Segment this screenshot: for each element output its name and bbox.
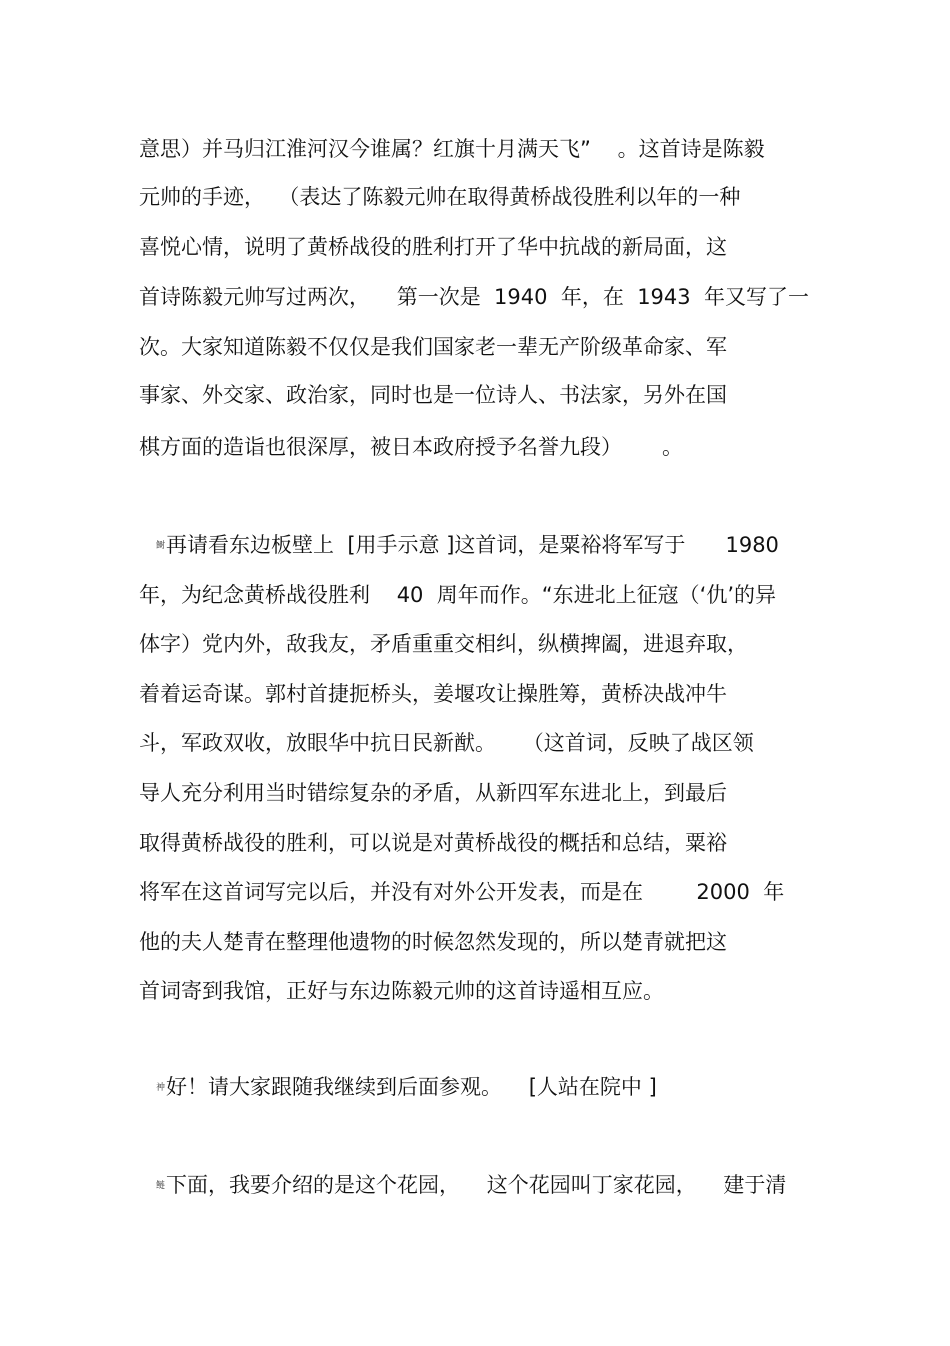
paragraph-3-text: 好！请大家跟随我继续到后面参观。 [人站在院中 ] [166,1075,657,1099]
paragraph-2-line-2: 年，为纪念黄桥战役胜利 40 周年而作。“东进北上征寇（‘仇’的异 [139,583,777,607]
paragraph-marker: 鲢 [156,1181,166,1191]
paragraph-2-line-6: 导人充分利用当时错综复杂的矛盾，从新四军东进北上，到最后 [139,781,727,805]
paragraph-2-line-5: 斗，军政双收，放眼华中抗日民新猷。 （这首词，反映了战区领 [139,731,754,755]
paragraph-marker: 鲥 [156,541,166,551]
paragraph-2-line-1-text: 再请看东边板壁上 [用手示意 ]这首词，是粟裕将军写于 1980 [166,533,779,557]
paragraph-2-line-3: 体字）党内外，敌我友，矛盾重重交相纠，纵横捭阖，进退弃取， [139,632,748,656]
paragraph-1-line-7: 棋方面的造诣也很深厚，被日本政府授予名誉九段） 。 [139,435,684,459]
paragraph-3 [156,1072,657,1103]
paragraph-2-line-7: 取得黄桥战役的胜利，可以说是对黄桥战役的概括和总结，粟裕 [139,831,727,855]
paragraph-1-line-2: 元帅的手迹， （表达了陈毅元帅在取得黄桥战役胜利以年的一种 [139,185,741,209]
paragraph-2-line-10: 首词寄到我馆，正好与东边陈毅元帅的这首诗遥相互应。 [139,979,664,1003]
paragraph-2-line-9: 他的夫人楚青在整理他遗物的时候忽然发现的，所以楚青就把这 [139,930,727,954]
paragraph-1-line-4: 首诗陈毅元帅写过两次， 第一次是 1940 年，在 1943 年又写了一 [139,285,809,309]
paragraph-1-line-5: 次。大家知道陈毅不仅仅是我们国家老一辈无产阶级革命家、军 [139,335,727,359]
paragraph-marker: 衶 [156,1083,166,1093]
paragraph-1-line-3: 喜悦心情，说明了黄桥战役的胜利打开了华中抗战的新局面，这 [139,235,727,259]
paragraph-1-line-6: 事家、外交家、政治家，同时也是一位诗人、书法家，另外在国 [139,383,727,407]
paragraph-2-line-1 [156,530,779,561]
paragraph-4 [156,1170,786,1201]
paragraph-2-line-8: 将军在这首词写完以后，并没有对外公开发表，而是在 2000 年 [139,880,785,904]
paragraph-1-line-1: 意思）并马归江淮河汉今谁属？红旗十月满天飞” 。这首诗是陈毅 [139,137,765,161]
paragraph-4-text: 下面，我要介绍的是这个花园， 这个花园叫丁家花园， 建于清 [166,1173,787,1197]
paragraph-2-line-4: 着着运奇谋。郭村首捷扼桥头，姜堰攻让操胜筹，黄桥决战冲牛 [139,682,727,706]
